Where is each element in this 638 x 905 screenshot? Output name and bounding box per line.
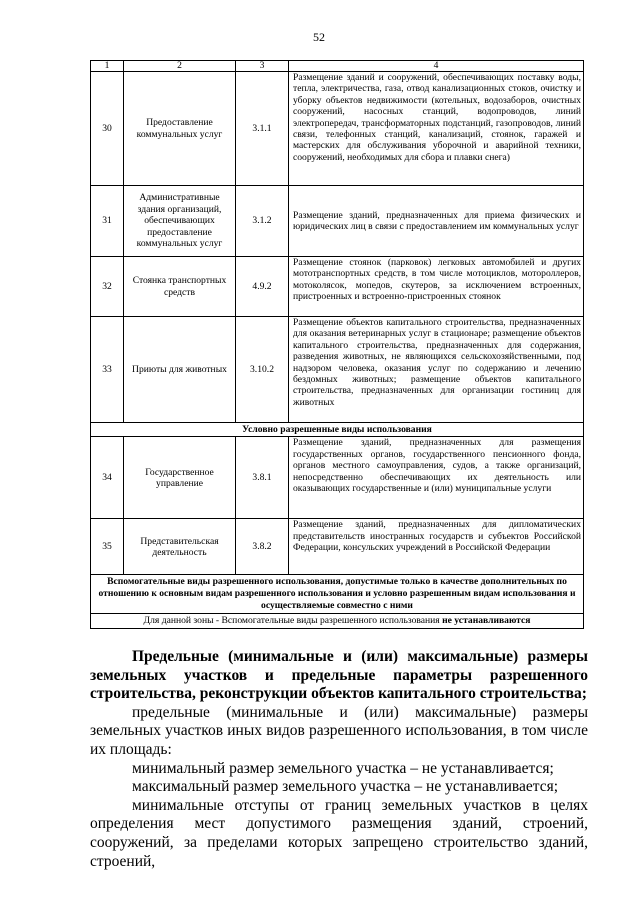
use-name: Приюты для животных bbox=[124, 317, 236, 423]
use-name: Административные здания организаций, обеспечивающих предоставление коммунальных услуг bbox=[124, 186, 236, 257]
use-code: 4.9.2 bbox=[236, 257, 289, 317]
auxiliary-note-prefix: Для данной зоны - Вспомогательные виды разрешенного использования bbox=[143, 615, 443, 627]
table-header-row bbox=[91, 61, 584, 72]
page-number: 52 bbox=[313, 30, 325, 44]
auxiliary-note-value: не устанавливаются bbox=[442, 615, 531, 627]
header-cell: 2 bbox=[124, 61, 236, 72]
use-name: Предоставление коммунальных услуг bbox=[124, 72, 236, 186]
table-row bbox=[91, 519, 584, 575]
conditional-section-title: Условно разрешенные виды использования bbox=[91, 423, 584, 437]
use-description: Размещение зданий, предназначенных для размещения государственных органов, государственного пенсионного фонда, органов местного самоуправления, судов, а также организаций, непосредственно обеспечивающих их деятельность или оказывающих государственные и (или) муниципальные услуги bbox=[289, 437, 584, 519]
use-code: 3.1.2 bbox=[236, 186, 289, 257]
land-use-table bbox=[90, 60, 584, 629]
row-number: 31 bbox=[91, 186, 124, 257]
use-name: Стоянка транспортных средств bbox=[124, 257, 236, 317]
section-row bbox=[91, 614, 584, 629]
table-row bbox=[91, 437, 584, 519]
body-text bbox=[90, 648, 588, 871]
row-number: 30 bbox=[91, 72, 124, 186]
use-description: Размещение зданий, предназначенных для дипломатических представительств иностранных государств и субъектов Российской Федерации, консульских учреждений в Российской Федерации bbox=[289, 519, 584, 575]
paragraph: минимальные отступы от границ земельных участков в целях определения мест допустимого размещения зданий, строений, сооружений, за пределами которых запрещено строительство зданий, строений, bbox=[90, 796, 588, 870]
section-row bbox=[91, 423, 584, 437]
table-row bbox=[91, 317, 584, 423]
row-number: 32 bbox=[91, 257, 124, 317]
use-name: Государственное управление bbox=[124, 437, 236, 519]
table-row bbox=[91, 72, 584, 186]
use-code: 3.1.1 bbox=[236, 72, 289, 186]
auxiliary-section-title: Вспомогательные виды разрешенного использования, допустимые только в качестве дополнительных по отношению к основным видам разрешенного использования и условно разрешенным видам использования и осуществляемые совместно с ними bbox=[91, 575, 584, 614]
use-description: Размещение объектов капитального строительства, предназначенных для оказания ветеринарных услуг в стационаре; размещение объектов капитального строительства, предназначенных для содержания, разведения животных, не являющихся сельскохозяйственными, под надзором человека, оказания услуг по содержанию и лечению бездомных животных; размещение объектов капитального строительства, предназначенных для организации гостиниц для животных bbox=[289, 317, 584, 423]
paragraph: минимальный размер земельного участка – не устанавливается; bbox=[132, 759, 554, 777]
use-description: Размещение стоянок (парковок) легковых автомобилей и других мототранспортных средств, в том числе мотоциклов, мотороллеров, мотоколясок, мопедов, скутеров, за исключением встроенных, пристроенных и встроенно-пристроенных стоянок bbox=[289, 257, 584, 317]
table-row bbox=[91, 257, 584, 317]
section-heading: Предельные (минимальные и (или) максимальные) размеры земельных участков и предельные параметры разрешенного строительства, реконструкции объектов капитального строительства; bbox=[90, 648, 588, 703]
section-row bbox=[91, 575, 584, 614]
use-code: 3.8.1 bbox=[236, 437, 289, 519]
header-cell: 4 bbox=[289, 61, 584, 72]
header-cell: 3 bbox=[236, 61, 289, 72]
use-code: 3.8.2 bbox=[236, 519, 289, 575]
row-number: 33 bbox=[91, 317, 124, 423]
auxiliary-note bbox=[91, 614, 584, 629]
row-number: 34 bbox=[91, 437, 124, 519]
use-description: Размещение зданий, предназначенных для приема физических и юридических лиц в связи с предоставлением им коммунальных услуг bbox=[289, 186, 584, 257]
header-cell: 1 bbox=[91, 61, 124, 72]
paragraph: предельные (минимальные и (или) максимальные) размеры земельных участков иных видов разрешенного использования, в том числе их площадь: bbox=[90, 703, 588, 758]
row-number: 35 bbox=[91, 519, 124, 575]
use-name: Представительская деятельность bbox=[124, 519, 236, 575]
paragraph: максимальный размер земельного участка – не устанавливается; bbox=[132, 778, 559, 796]
table-row bbox=[91, 186, 584, 257]
use-code: 3.10.2 bbox=[236, 317, 289, 423]
use-description: Размещение зданий и сооружений, обеспечивающих поставку воды, тепла, электричества, газа, отвод канализационных стоков, очистку и уборку объектов недвижимости (котельных, водозаборов, очистных сооружений, насосных станций, водопроводов, линий электропередач, трансформаторных подстанций, газопроводов, линий связи, телефонных станций, канализаций, стоянок, гаражей и мастерских для обслуживания уборочной и аварийной техники, сооружений, необходимых для сбора и плавки снега) bbox=[289, 72, 584, 186]
